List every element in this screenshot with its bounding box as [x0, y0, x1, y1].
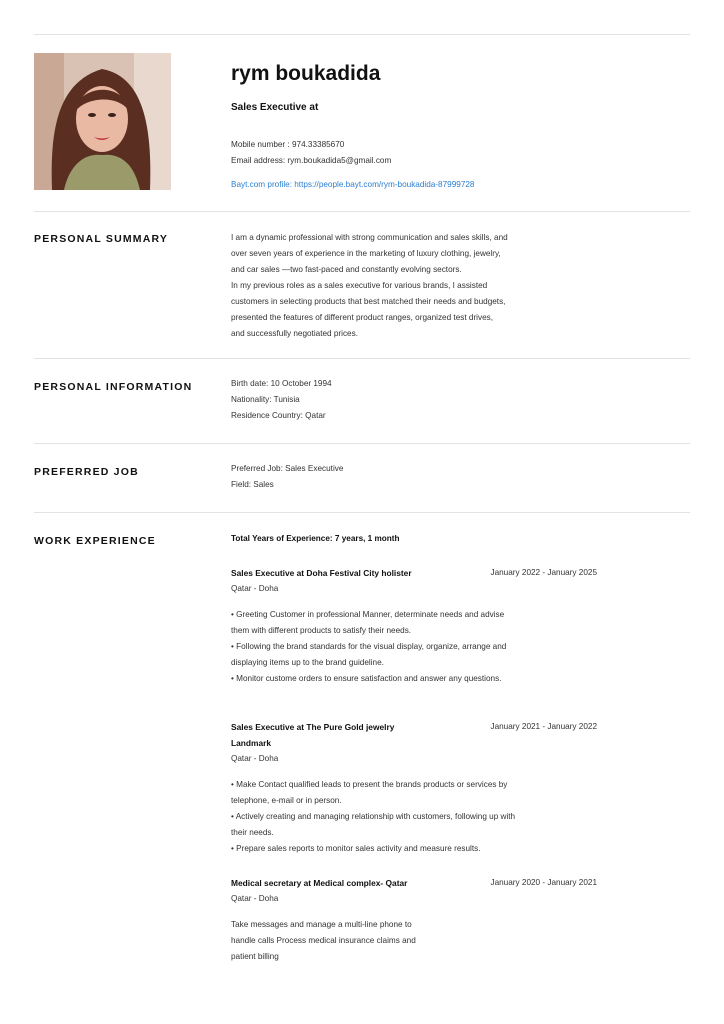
summary-line: In my previous roles as a sales executive for various brands, I assisted [231, 281, 488, 290]
profile-photo [34, 53, 171, 190]
job-description-line: them with different products to satisfy their needs. [231, 626, 412, 635]
personal-info [231, 376, 561, 424]
section-title-summary: PERSONAL SUMMARY [34, 233, 169, 245]
job-description [231, 777, 551, 857]
divider [34, 512, 690, 513]
summary-text [231, 230, 561, 342]
job-description-line: patient billing [231, 952, 279, 961]
preferred-job: Preferred Job: Sales Executive [231, 464, 344, 473]
top-divider [34, 34, 690, 35]
divider [34, 211, 690, 212]
job-title: Sales Executive at Doha Festival City holister [231, 568, 412, 578]
preferred-field: Field: Sales [231, 480, 274, 489]
job-entry [231, 875, 601, 965]
job-location: Qatar - Doha [231, 584, 279, 593]
birth-date: Birth date: 10 October 1994 [231, 379, 332, 388]
candidate-name: rym boukadida [231, 62, 381, 85]
job-description-line: • Following the brand standards for the visual display, organize, arrange and [231, 642, 507, 651]
section-title-personal: PERSONAL INFORMATION [34, 381, 193, 393]
job-description-line: Take messages and manage a multi-line phone to [231, 920, 412, 929]
summary-line: customers in selecting products that best matched their needs and budgets, [231, 297, 506, 306]
job-location: Qatar - Doha [231, 894, 279, 903]
candidate-headline: Sales Executive at [231, 102, 319, 113]
email-address: Email address: rym.boukadida5@gmail.com [231, 156, 392, 165]
job-title: Medical secretary at Medical complex- Qatar [231, 878, 408, 888]
job-date: January 2020 - January 2021 [490, 878, 597, 887]
divider [34, 358, 690, 359]
mobile-number: Mobile number : 974.33385670 [231, 140, 345, 149]
summary-line: I am a dynamic professional with strong communication and sales skills, and [231, 233, 508, 242]
summary-line: over seven years of experience in the marketing of luxury clothing, jewelry, [231, 249, 501, 258]
section-title-work: WORK EXPERIENCE [34, 535, 156, 547]
profile-photo-illustration [34, 53, 171, 190]
job-date: January 2022 - January 2025 [490, 568, 597, 577]
divider [34, 443, 690, 444]
job-description [231, 917, 441, 965]
job-description-line: displaying items up to the brand guideline. [231, 658, 384, 667]
job-description-line: • Actively creating and managing relationship with customers, following up with [231, 812, 516, 821]
job-entry [231, 719, 601, 857]
preferred-job-info [231, 461, 561, 493]
nationality: Nationality: Tunisia [231, 395, 300, 404]
total-experience: Total Years of Experience: 7 years, 1 month [231, 534, 400, 543]
summary-line: presented the features of different product ranges, organized test drives, [231, 313, 494, 322]
job-title: Sales Executive at The Pure Gold jewelry Landmark [231, 722, 395, 748]
job-description-line: • Greeting Customer in professional Manner, determinate needs and advise [231, 610, 505, 619]
job-entry [231, 565, 601, 687]
job-location: Qatar - Doha [231, 754, 279, 763]
job-description-line: their needs. [231, 828, 274, 837]
job-description [231, 607, 551, 687]
job-description-line: telephone, e-mail or in person. [231, 796, 342, 805]
job-description-line: • Make Contact qualified leads to present the brands products or services by [231, 780, 508, 789]
job-description-line: • Prepare sales reports to monitor sales activity and measure results. [231, 844, 481, 853]
summary-line: and car sales —two fast-paced and constantly evolving sectors. [231, 265, 462, 274]
profile-link[interactable]: Bayt.com profile: https://people.bayt.com/rym-boukadida-87999728 [231, 180, 475, 189]
summary-line: and successfully negotiated prices. [231, 329, 358, 338]
job-description-line: • Monitor custome orders to ensure satisfaction and answer any questions. [231, 674, 502, 683]
job-date: January 2021 - January 2022 [490, 722, 597, 731]
job-description-line: handle calls Process medical insurance claims and [231, 936, 416, 945]
contact-info [231, 137, 391, 169]
residence-country: Residence Country: Qatar [231, 411, 326, 420]
section-title-preferred: PREFERRED JOB [34, 466, 139, 478]
